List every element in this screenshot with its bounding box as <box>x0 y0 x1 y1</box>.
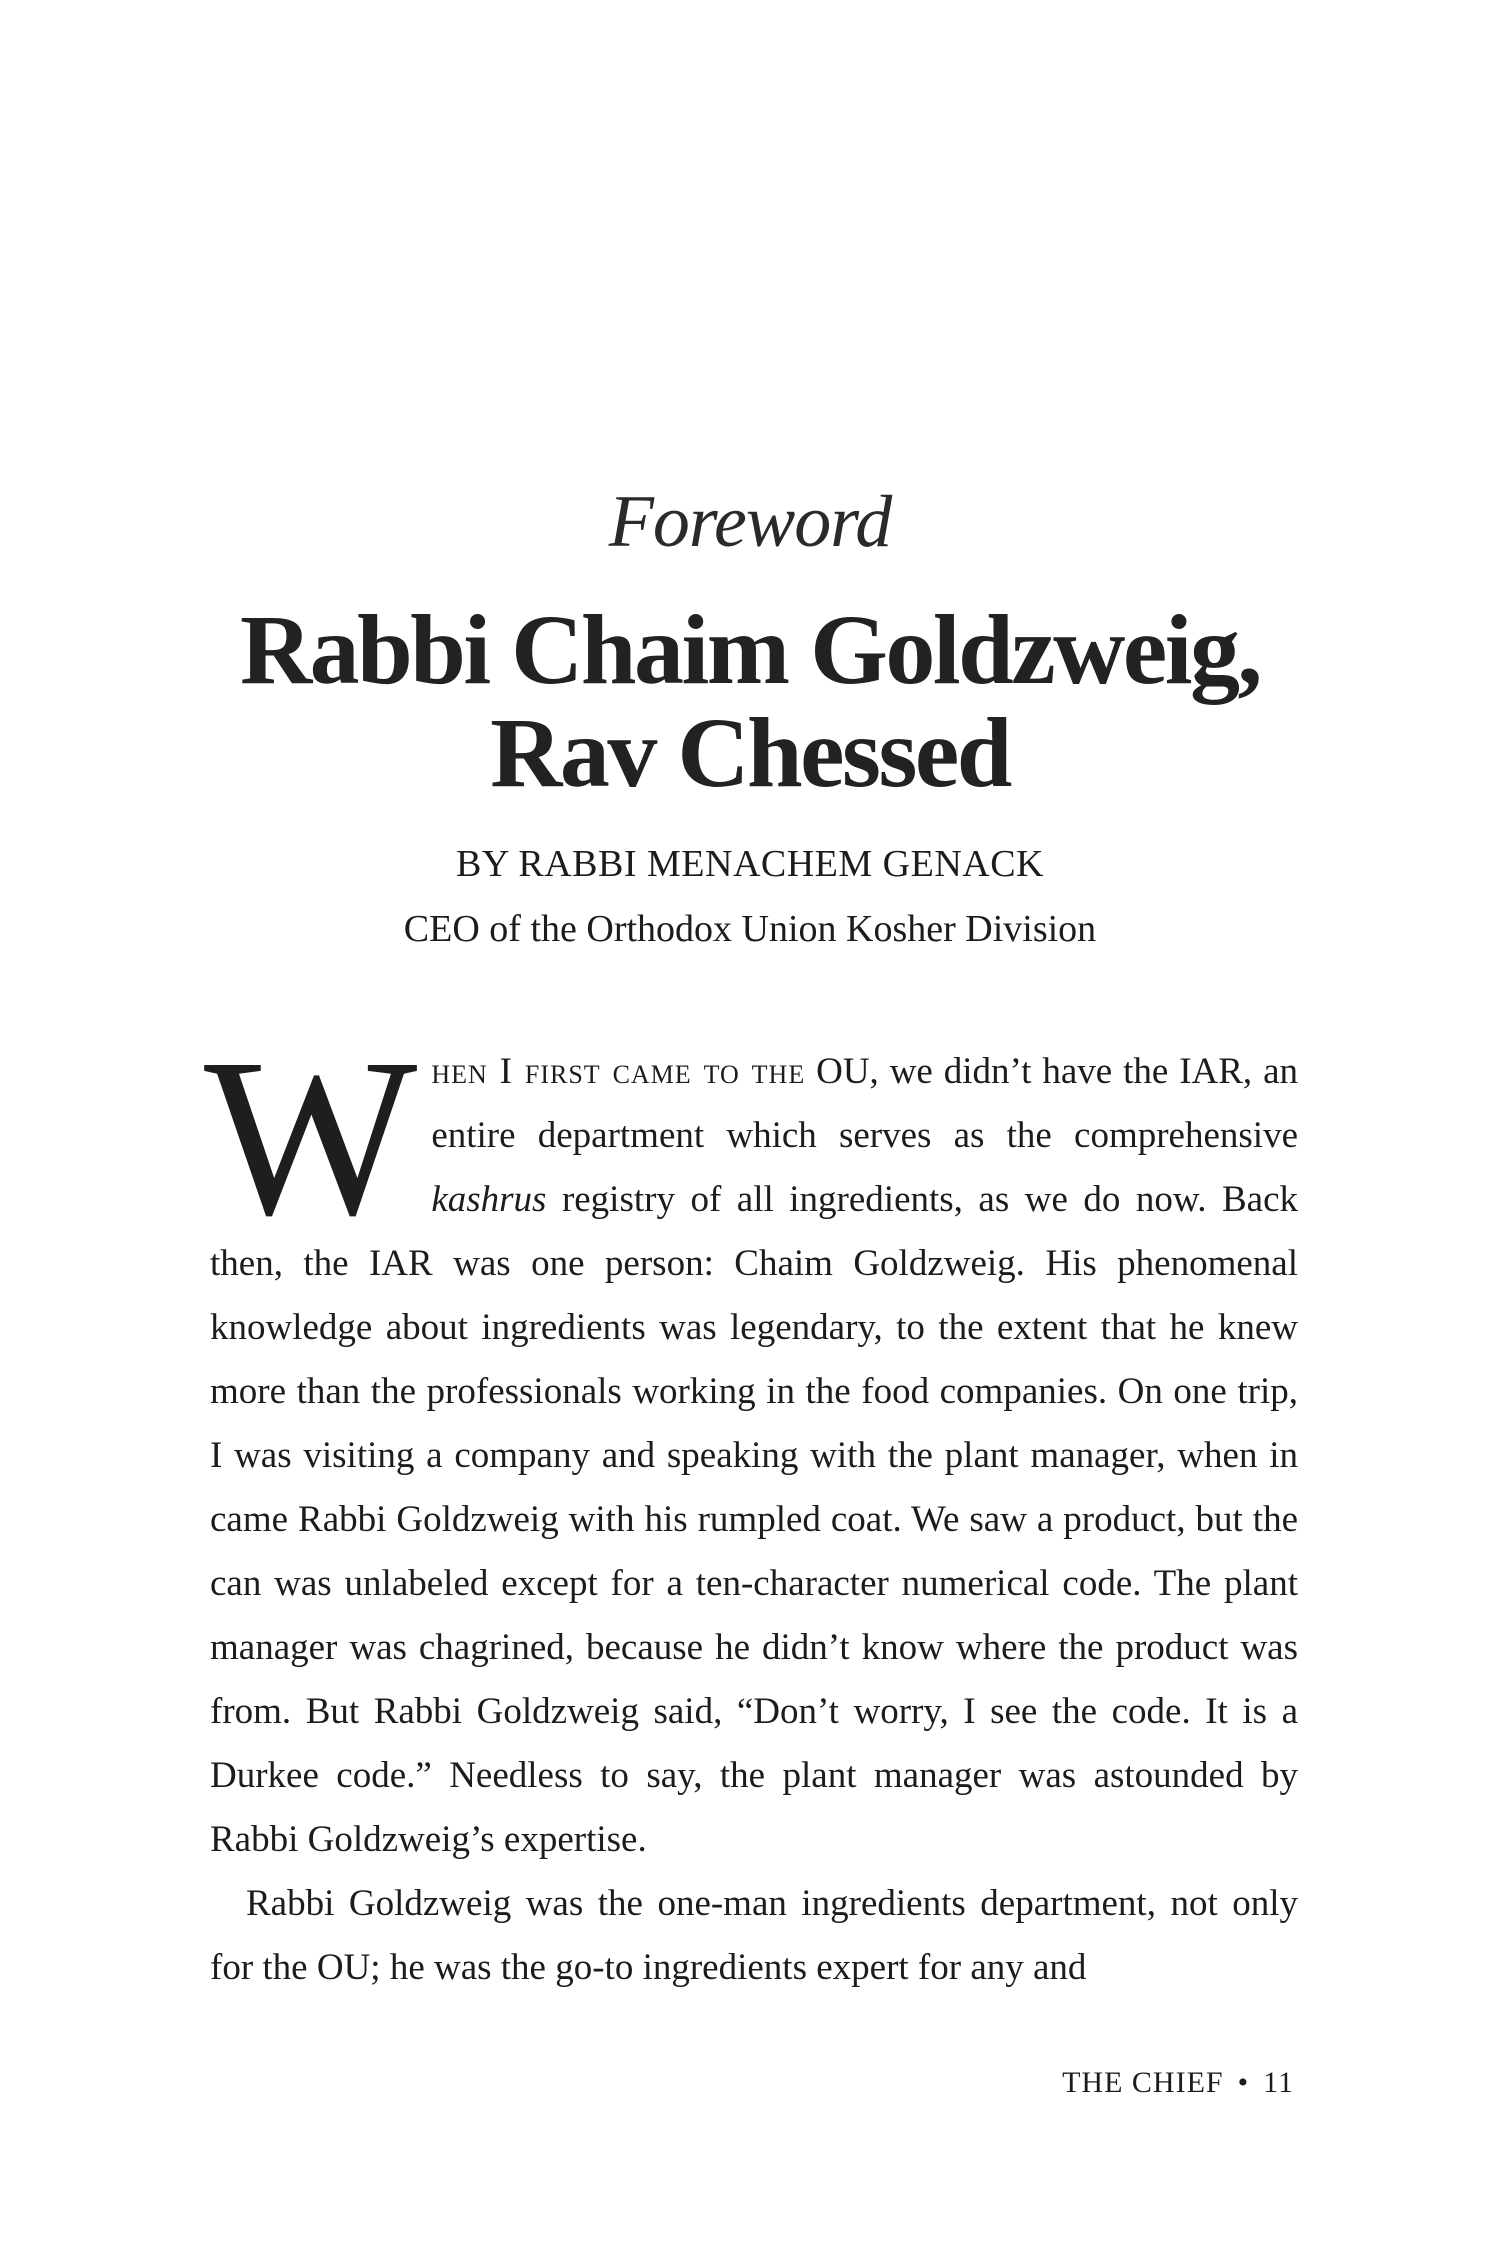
bullet-separator: • <box>1237 2066 1250 2099</box>
page-number: 11 <box>1263 2066 1294 2099</box>
paragraph-1-rest: registry of all ingredients, as we do now. Back then, the IAR was one person: Chaim Goldzweig. His phenomenal knowledge about ingredients was legendary, to the extent that he knew more than the professionals working in the food companies. On one trip, I was visiting a company and speaking with the plant manager, when in came Rabbi Goldzweig with his rumpled coat. We saw a product, but the can was unlabeled except for a ten-character numerical code. The plant manager was chagrined, because he didn’t know where the product was from. But Rabbi Goldzweig said, “Don’t worry, I see the code. It is a Durkee code.” Needless to say, the plant manager was astounded by Rabbi Goldzweig’s expertise. <box>210 1179 1298 1860</box>
paragraph-1-lead: OU, we didn’t have the IAR, an entire department which serves as the comprehensive <box>431 1051 1298 1156</box>
author-byline: BY RABBI MENACHEM GENACK <box>455 843 1044 885</box>
running-title: THE CHIEF <box>1062 2066 1224 2099</box>
drop-cap: W <box>204 1012 418 1262</box>
paragraph-2: Rabbi Goldzweig was the one-man ingredients department, not only for the OU; he was the go-to ingredients expert for any and <box>210 1883 1298 1988</box>
chapter-title <box>0 594 1500 808</box>
italic-term: kashrus <box>431 1179 547 1220</box>
lead-in-smallcaps: hen I first came to the <box>431 1051 806 1092</box>
body-text <box>204 1012 1298 2000</box>
paragraph-1 <box>204 1012 1298 1872</box>
page-footer <box>1062 2068 1294 2098</box>
chapter-title-line-2: Rav Chessed <box>490 697 1010 808</box>
chapter-title-line-1: Rabbi Chaim Goldzweig, <box>239 594 1261 705</box>
foreword-kicker: Foreword <box>608 481 892 563</box>
author-affiliation: CEO of the Orthodox Union Kosher Division <box>403 908 1097 950</box>
